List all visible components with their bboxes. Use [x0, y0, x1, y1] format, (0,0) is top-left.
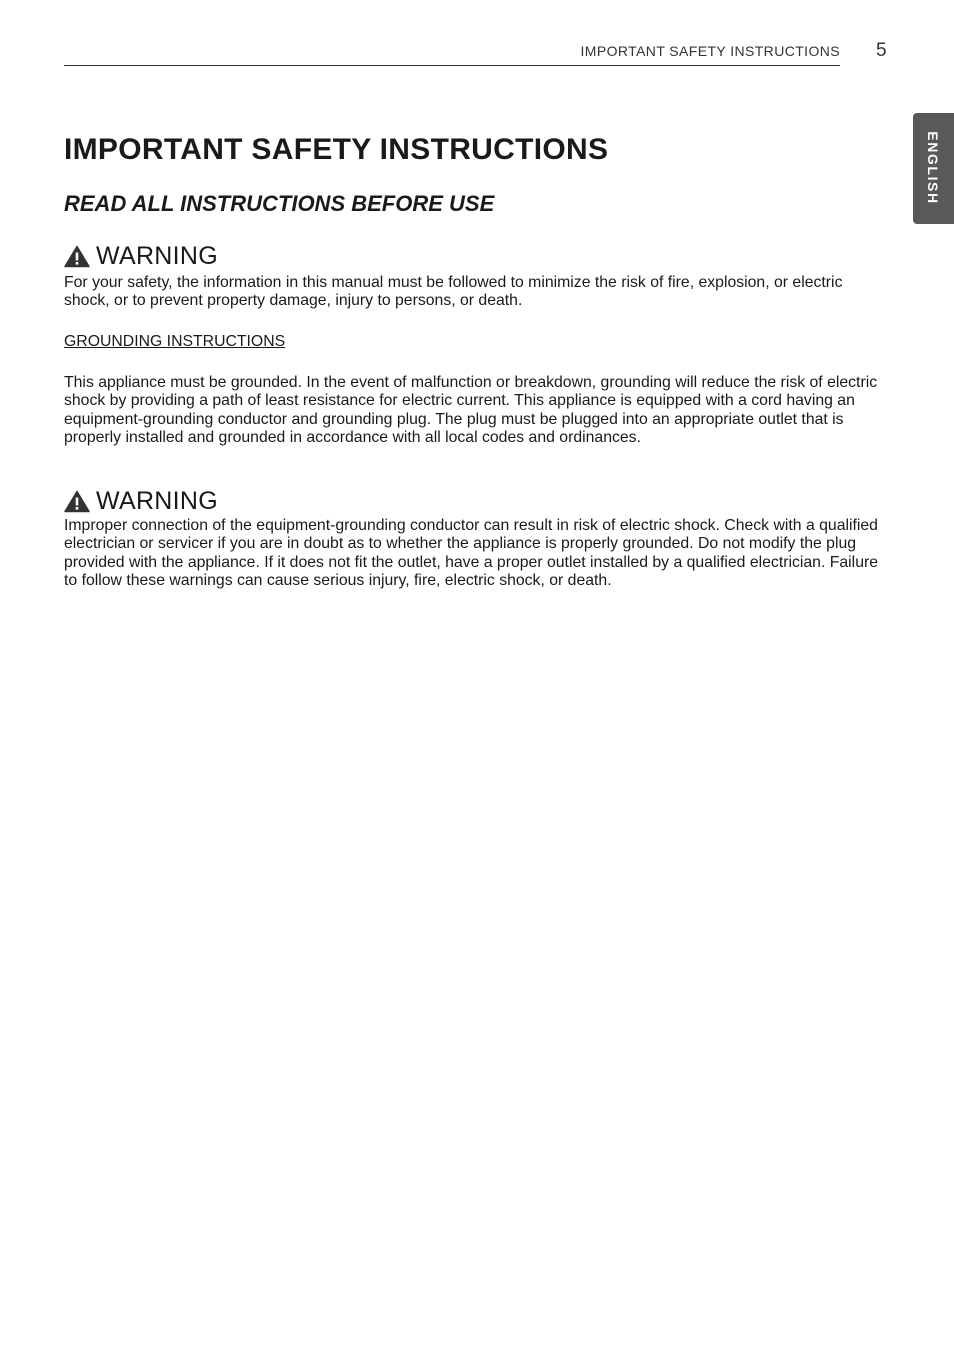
warning-triangle-icon — [64, 490, 90, 513]
warning-text-1: For your safety, the information in this manual must be followed to minimize the risk of fire, explosion, or electric shock, or to prevent property damage, injury to persons, or death. — [64, 274, 843, 310]
page-number: 5 — [876, 40, 887, 61]
running-header — [64, 40, 840, 66]
warning-heading-2 — [64, 486, 218, 516]
warning-label-2: WARNING — [96, 486, 218, 515]
warning-text-2: Improper connection of the equipment-grounding conductor can result in risk of electric shock. Check with a qualified electrician or servicer if you are in doubt as to whether the appliance is properly grounded. Do not modify the plug provided with the appliance. If it does not fit the outlet, have a proper outlet installed by a qualified electrician. Failure to follow these warnings can cause serious injury, fire, electric shock, or death. — [64, 517, 879, 589]
running-header-title: IMPORTANT SAFETY INSTRUCTIONS — [580, 43, 840, 59]
warning-triangle-icon — [64, 245, 90, 268]
grounding-instructions-heading: GROUNDING INSTRUCTIONS — [64, 333, 286, 350]
grounding-instructions-text: This appliance must be grounded. In the event of malfunction or breakdown, grounding will reduce the risk of electric shock by providing a path of least resistance for electric current. This appliance is equipped with a cord having an equipment-grounding conductor and grounding plug. The plug must be plugged into an appropriate outlet that is properly installed and grounded in accordance with all local codes and ordinances. — [64, 374, 878, 446]
language-tab-label: ENGLISH — [925, 131, 941, 205]
warning-heading-1 — [64, 241, 218, 271]
page-subtitle: READ ALL INSTRUCTIONS BEFORE USE — [64, 191, 495, 216]
warning-label-1: WARNING — [96, 241, 218, 270]
page-title: IMPORTANT SAFETY INSTRUCTIONS — [64, 133, 609, 166]
language-tab — [913, 113, 954, 224]
